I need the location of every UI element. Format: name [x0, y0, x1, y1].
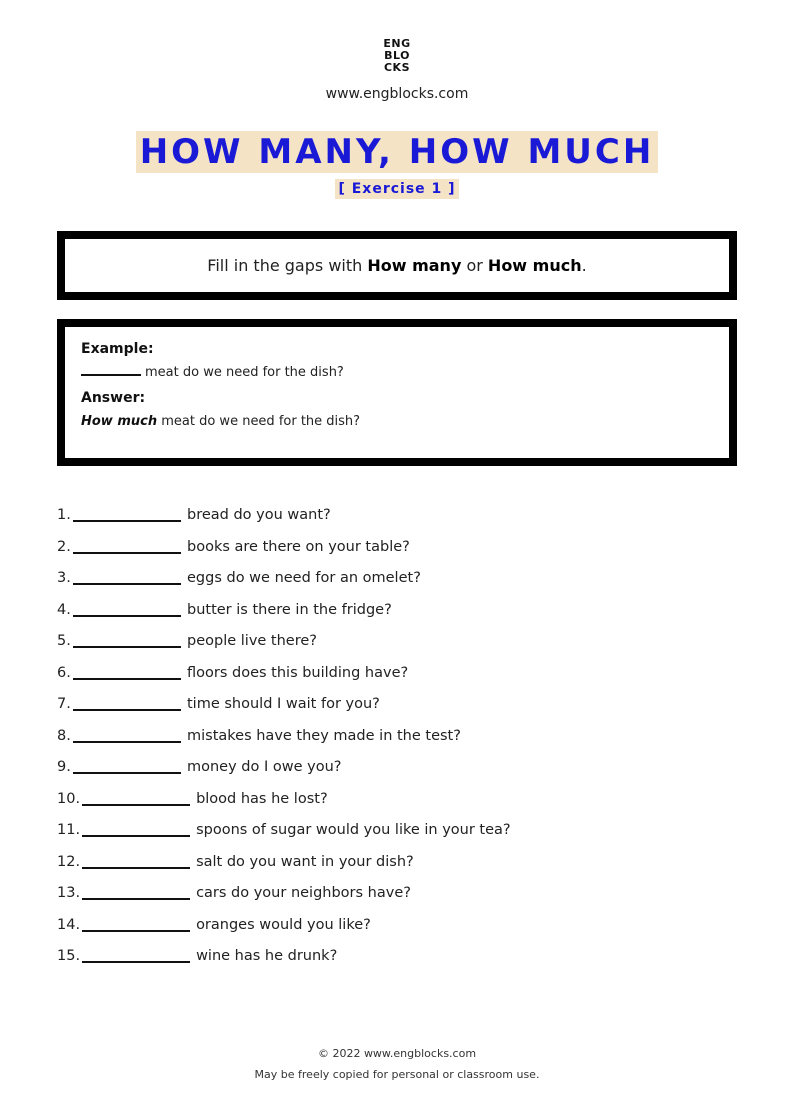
question-item [57, 850, 737, 882]
question-number: 8. [57, 727, 71, 744]
question-number: 4. [57, 601, 71, 618]
footer [0, 1043, 794, 1085]
footer-copyright: © 2022 www.engblocks.com [317, 1047, 477, 1060]
answer-blank[interactable] [82, 947, 190, 963]
question-number: 11. [57, 822, 81, 838]
answer-label: Answer: [81, 390, 146, 406]
question-number: 10. [57, 790, 81, 807]
question-item [57, 724, 737, 756]
answer-sentence: meat do we need for the dish? [157, 414, 361, 429]
question-item [57, 818, 737, 850]
question-text: people live there? [187, 633, 317, 649]
question-number: 15. [57, 948, 81, 964]
logo [0, 38, 794, 75]
answer-blank[interactable] [73, 538, 181, 554]
answer-blank[interactable] [73, 569, 181, 585]
answer-blank[interactable] [82, 821, 190, 837]
answer-blank[interactable] [73, 601, 181, 617]
question-text: floors does this building have? [187, 664, 409, 681]
question-number: 7. [57, 696, 71, 712]
instructions-middle: or [461, 256, 488, 275]
question-number: 2. [57, 538, 71, 555]
question-text: books are there on your table? [187, 538, 410, 555]
answer-blank[interactable] [73, 664, 181, 680]
question-text: cars do your neighbors have? [196, 885, 411, 901]
question-number: 5. [57, 633, 71, 649]
answer-blank[interactable] [73, 758, 181, 774]
instructions-term-how-much: How much [487, 256, 582, 275]
question-item [57, 598, 737, 630]
question-text: blood has he lost? [196, 790, 328, 807]
question-item [57, 629, 737, 661]
question-text: time should I wait for you? [187, 696, 380, 712]
logo-line: CKS [383, 61, 411, 74]
question-item [57, 661, 737, 693]
answer-blank[interactable] [82, 884, 190, 900]
question-item [57, 535, 737, 567]
question-item [57, 944, 737, 976]
question-text: salt do you want in your dish? [196, 853, 414, 870]
example-box [57, 319, 737, 466]
example-sentence-row [81, 365, 713, 380]
instructions-suffix: . [581, 256, 587, 275]
question-number: 13. [57, 885, 81, 901]
question-number: 1. [57, 507, 71, 523]
question-text: spoons of sugar would you like in your tea? [196, 822, 511, 838]
answer-blank[interactable] [82, 790, 190, 806]
question-item [57, 755, 737, 787]
example-label: Example: [81, 341, 154, 357]
question-item [57, 881, 737, 913]
question-item [57, 913, 737, 945]
instructions-box [57, 231, 737, 300]
answer-blank[interactable] [73, 506, 181, 522]
answer-sentence-row [81, 414, 713, 429]
question-item [57, 566, 737, 598]
instructions-prefix: Fill in the gaps with [207, 256, 368, 275]
question-text: oranges would you like? [196, 916, 371, 933]
question-number: 12. [57, 853, 81, 870]
question-text: bread do you want? [187, 507, 331, 523]
site-url: www.engblocks.com [325, 86, 469, 102]
question-number: 6. [57, 664, 71, 681]
answer-blank[interactable] [73, 695, 181, 711]
question-text: mistakes have they made in the test? [187, 727, 461, 744]
example-blank [81, 374, 141, 376]
question-item [57, 692, 737, 724]
logo-line: BLO [384, 49, 410, 62]
answer-blank[interactable] [73, 632, 181, 648]
engblocks-logo [383, 38, 410, 74]
question-number: 14. [57, 916, 81, 933]
question-text: money do I owe you? [187, 759, 342, 775]
answer-blank[interactable] [73, 727, 181, 743]
logo-line: ENG [383, 37, 411, 50]
question-number: 9. [57, 759, 71, 775]
page-title: HOW MANY, HOW MUCH [136, 131, 659, 173]
answer-emphasis: How much [81, 414, 158, 429]
question-item [57, 503, 737, 535]
instructions-term-how-many: How many [367, 256, 462, 275]
question-text: butter is there in the fridge? [187, 601, 392, 618]
question-text: wine has he drunk? [196, 948, 338, 964]
example-sentence: meat do we need for the dish? [145, 365, 344, 380]
footer-license: May be freely copied for personal or classroom use. [254, 1068, 540, 1081]
exercise-label: [ Exercise 1 ] [335, 179, 458, 199]
question-item [57, 787, 737, 819]
answer-blank[interactable] [82, 916, 190, 932]
question-text: eggs do we need for an omelet? [187, 570, 421, 586]
question-list [57, 503, 737, 976]
instructions-text [207, 256, 586, 275]
question-number: 3. [57, 570, 71, 586]
answer-blank[interactable] [82, 853, 190, 869]
